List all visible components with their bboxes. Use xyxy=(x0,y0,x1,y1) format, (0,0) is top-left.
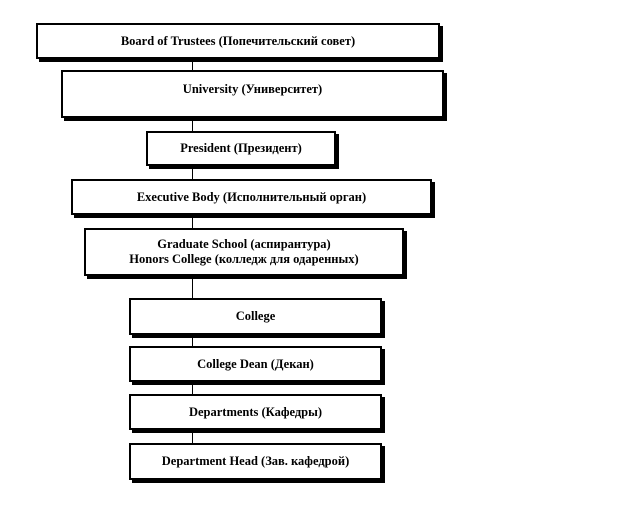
honors-college-label: Honors College (колледж для одаренных) xyxy=(129,252,359,266)
departments-box xyxy=(129,394,382,430)
university-label: University (Университет) xyxy=(182,82,323,96)
college-label: College xyxy=(235,309,276,323)
executive-body-label: Executive Body (Исполнительный орган) xyxy=(136,189,367,204)
department-head-box xyxy=(129,443,382,480)
university-box xyxy=(61,70,444,118)
president-box xyxy=(146,131,336,166)
board-of-trustees-box xyxy=(36,23,440,59)
college-dean-box xyxy=(129,346,382,382)
executive-body-box xyxy=(71,179,432,215)
president-label: President (Президент) xyxy=(180,141,302,155)
board-of-trustees-label: Board of Trustees (Попечительский совет) xyxy=(120,33,356,48)
graduate-honors-box xyxy=(84,228,404,276)
college-dean-label: College Dean (Декан) xyxy=(197,356,314,371)
department-head-label: Department Head (Зав. кафедрой) xyxy=(161,454,350,468)
graduate-school-label: Graduate School (аспирантура) xyxy=(157,237,331,251)
college-box xyxy=(129,298,382,335)
departments-label: Departments (Кафедры) xyxy=(188,404,323,419)
